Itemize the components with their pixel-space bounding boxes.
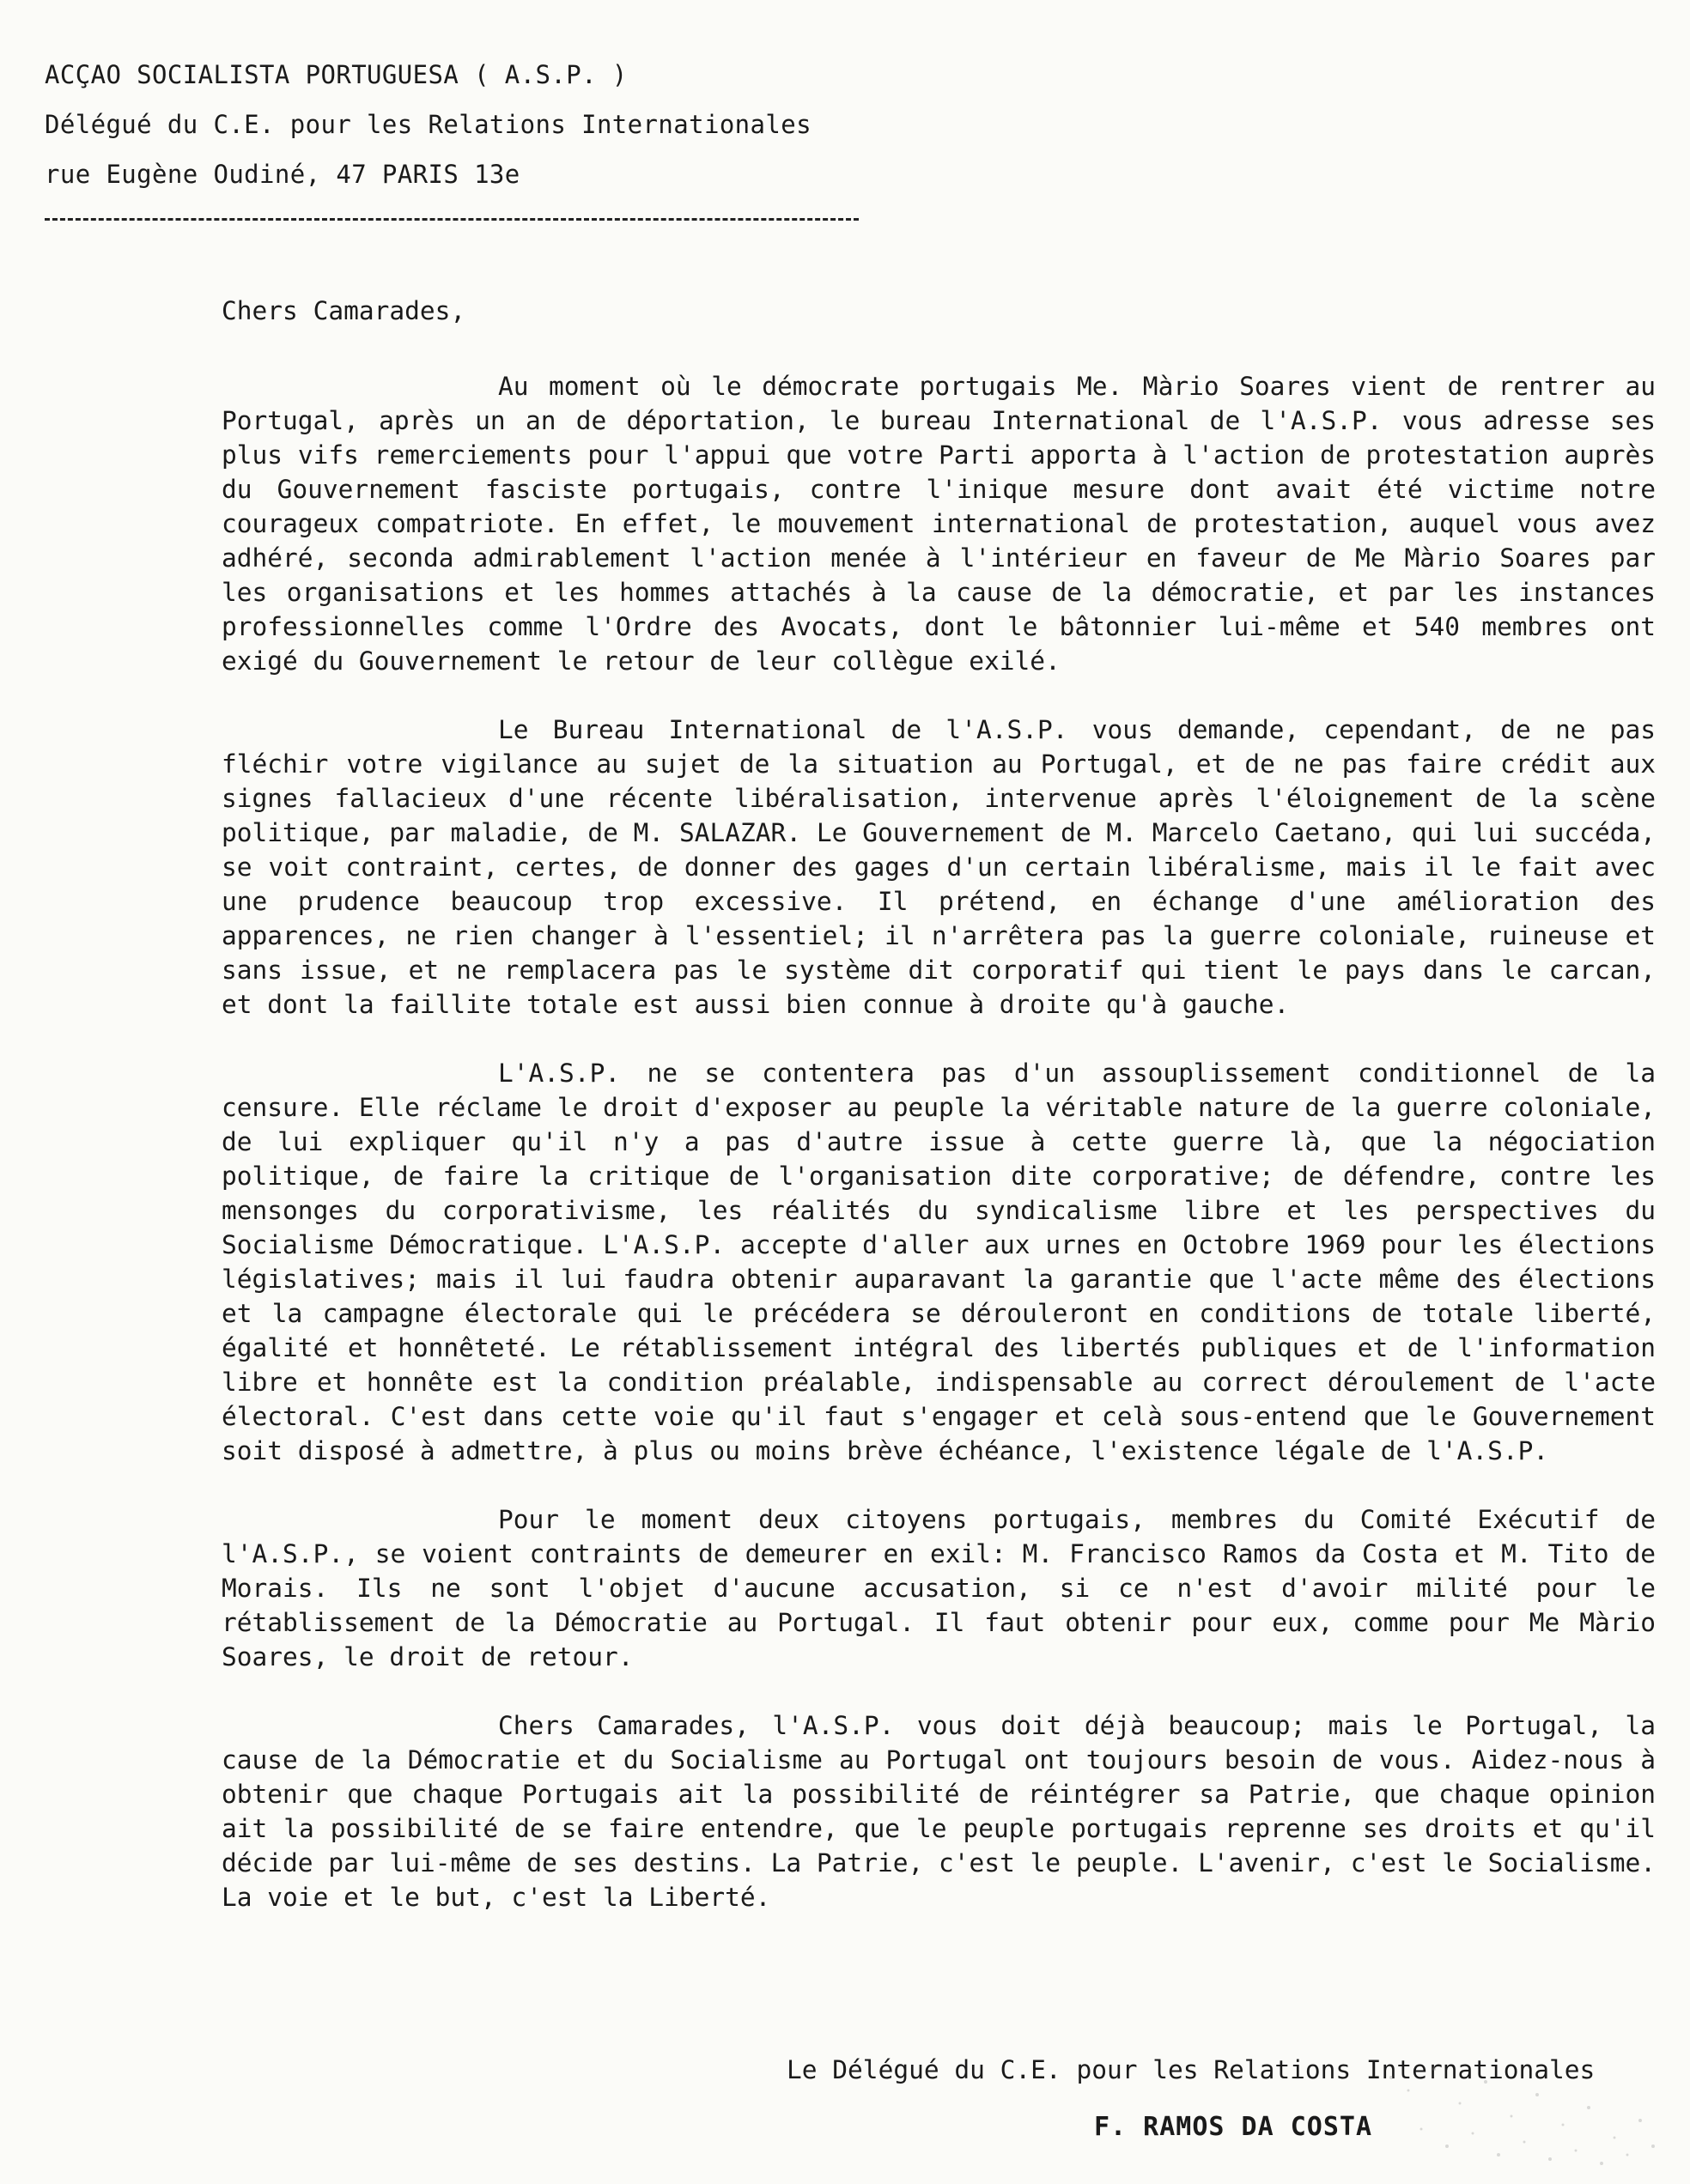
paragraph-1: Au moment où le démocrate portugais Me. Màrio Soares vient de rentrer au Portugal, après un an de déportation, le bureau International de l'A.S.P. vous adresse ses plus vifs remerciements pour l'appui que votre Parti apporta à l'action de protestation auprès du Gouvernement fasciste portugais, contre l'inique mesure dont avait été victime notre courageux compatriote. En effet, le mouvement international de protestation, auquel vous avez adhéré, seconda admirablement l'action menée à l'intérieur en faveur de Me Màrio Soares par les organisations et les hommes attachés à la cause de la démocratie, et par les instances professionnelles comme l'Ordre des Avocats, dont le bâtonnier lui-même et 540 membres ont exigé du Gouvernement le retour de leur collègue exilé. [222,372,1656,676]
letter-body [222,294,1656,1949]
address: rue Eugène Oudiné, 47 PARIS 13e [45,160,520,189]
letterhead-divider [45,218,859,221]
signature: F. RAMOS DA COSTA [1094,2112,1373,2142]
closing-line: Le Délégué du C.E. pour les Relations Internationales [787,2055,1596,2084]
paragraph-4: Pour le moment deux citoyens portugais, membres du Comité Exécutif de l'A.S.P., se voient contraints de demeurer en exil: M. Francisco Ramos da Costa et M. Tito de Morais. Ils ne sont l'objet d'aucune accusation, si ce n'est d'avoir milité pour le rétablissement de la Démocratie au Portugal. Il faut obtenir pour eux, comme pour Me Màrio Soares, le droit de retour. [222,1505,1656,1671]
paragraph-5: Chers Camarades, l'A.S.P. vous doit déjà beaucoup; mais le Portugal, la cause de la Démocratie et du Socialisme au Portugal ont toujours besoin de vous. Aidez-nous à obtenir que chaque Portugais ait la possibilité de réintégrer sa Patrie, que chaque opinion ait la possibilité de se faire entendre, que le peuple portugais reprenne ses droits et qu'il décide par lui-même de ses destins. La Patrie, c'est le peuple. L'avenir, c'est le Socialisme. La voie et le but, c'est la Liberté. [222,1711,1656,1912]
delegate-title: Délégué du C.E. pour les Relations Internationales [45,110,812,139]
paragraph-2: Le Bureau International de l'A.S.P. vous demande, cependant, de ne pas fléchir votre vigilance au sujet de la situation au Portugal, et de ne pas faire crédit aux signes fallacieux d'une récente libéralisation, intervenue après l'éloignement de la scène politique, par maladie, de M. SALAZAR. Le Gouvernement de M. Marcelo Caetano, qui lui succéda, se voit contraint, certes, de donner des gages d'un certain libéralisme, mais il le fait avec une prudence beaucoup trop excessive. Il prétend, en échange d'une amélioration des apparences, ne rien changer à l'essentiel; il n'arrêtera pas la guerre coloniale, ruineuse et sans issue, et ne remplacera pas le système dit corporatif qui tient le pays dans le carcan, et dont la faillite totale est aussi bien connue à droite qu'à gauche. [222,715,1656,1019]
letterhead [45,50,869,199]
salutation: Chers Camarades, [222,296,466,325]
stamp-smudge [1340,2043,1683,2172]
paragraph-3: L'A.S.P. ne se contentera pas d'un assouplissement conditionnel de la censure. Elle réclame le droit d'exposer au peuple la véritable nature de la guerre coloniale, de lui expliquer qu'il n'y a pas d'autre issue à cette guerre là, que la négociation politique, de faire la critique de l'organisation dite corporative; de défendre, contre les mensonges du corporativisme, les réalités du syndicalisme libre et les perspectives du Socialisme Démocratique. L'A.S.P. accepte d'aller aux urnes en Octobre 1969 pour les élections législatives; mais il lui faudra obtenir auparavant la garantie que l'acte même des élections et la campagne électorale qui le précédera se dérouleront en conditions de totale liberté, égalité et honnêteté. Le rétablissement intégral des libertés publiques et de l'information libre et honnête est la condition préalable, indispensable au correct déroulement de l'acte électoral. C'est dans cette voie qu'il faut s'engager et celà sous-entend que le Gouvernement soit disposé à admettre, à plus ou moins brève échéance, l'existence légale de l'A.S.P. [222,1059,1656,1465]
organization-name: ACÇAO SOCIALISTA PORTUGUESA ( A.S.P. ) [45,60,628,89]
